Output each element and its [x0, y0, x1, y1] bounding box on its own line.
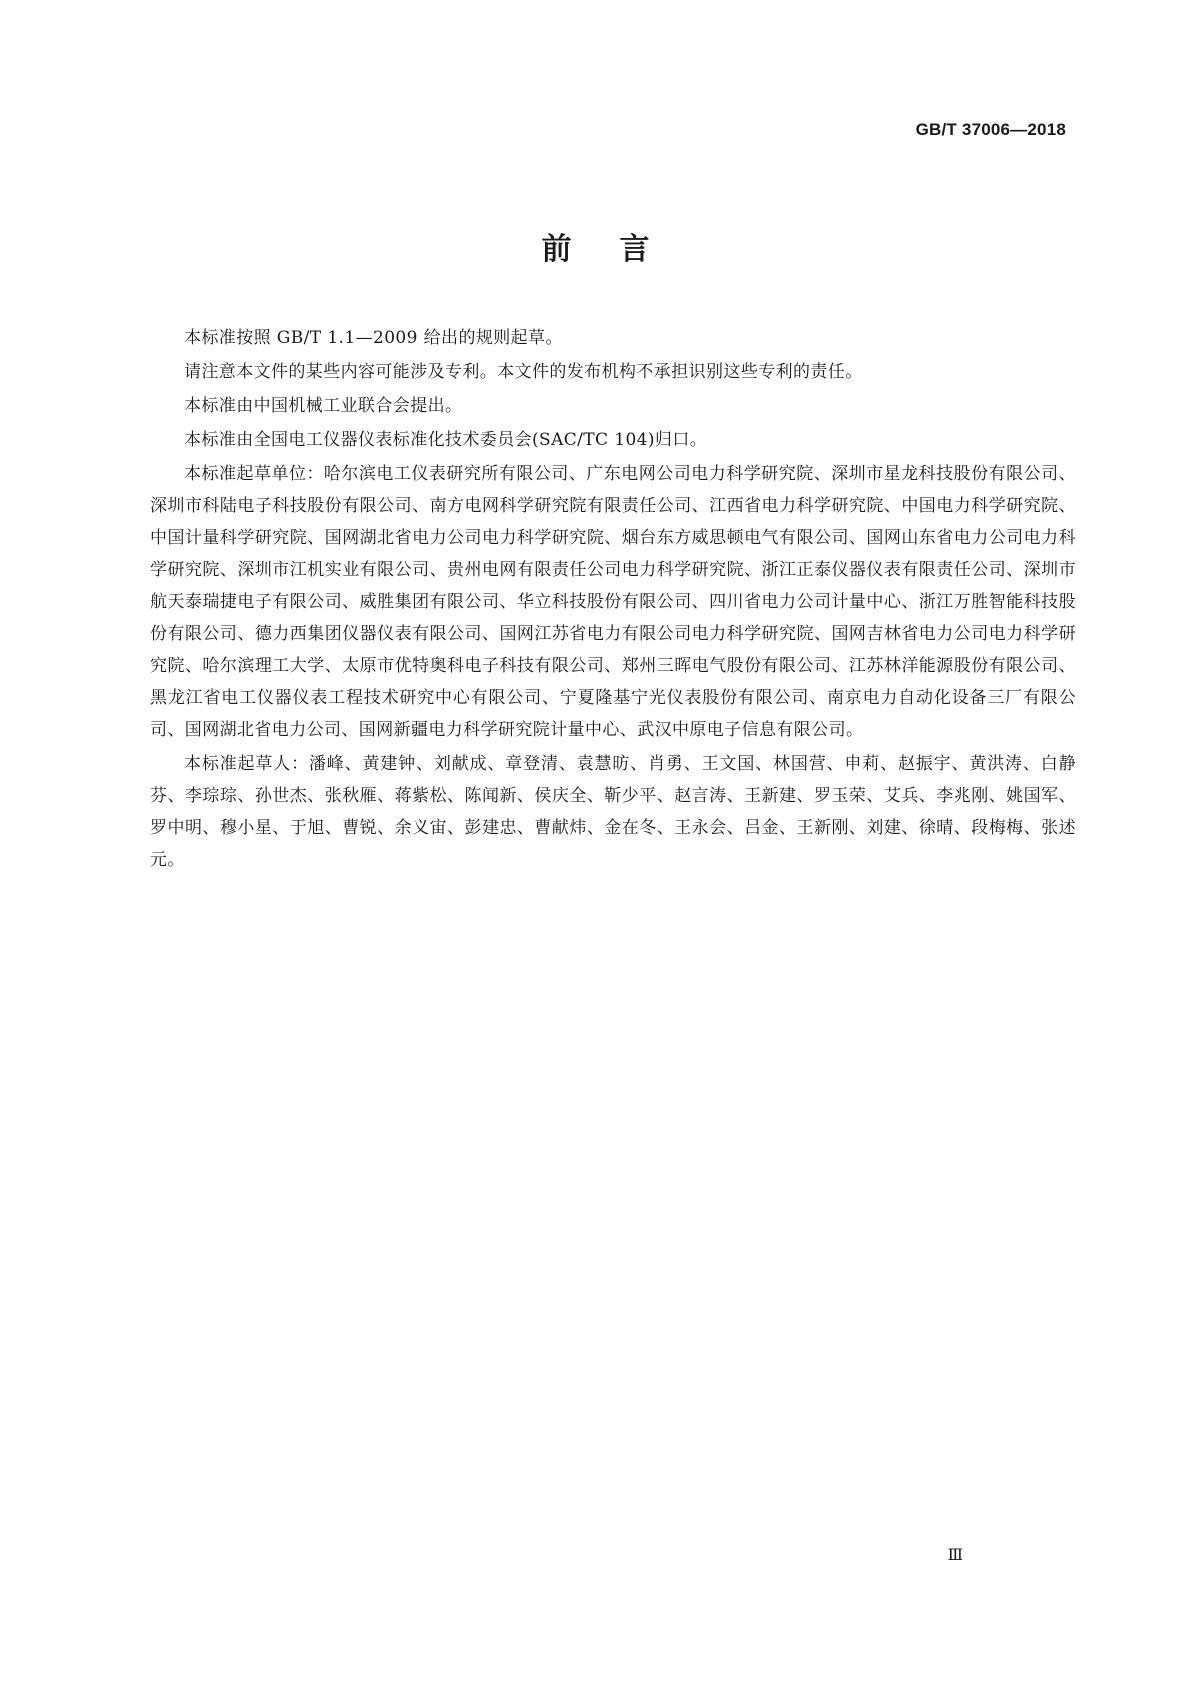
document-body [150, 322, 1076, 878]
paragraph-centralized-management: 本标准由全国电工仪器仪表标准化技术委员会(SAC/TC 104)归口。 [184, 430, 708, 450]
standard-code: GB/T 37006—2018 [915, 120, 1066, 139]
paragraph-patent-notice: 请注意本文件的某些内容可能涉及专利。本文件的发布机构不承担识别这些专利的责任。 [184, 362, 863, 382]
paragraph-proposer: 本标准由中国机械工业联合会提出。 [184, 396, 463, 416]
paragraph-drafting-organizations: 本标准起草单位：哈尔滨电工仪表研究所有限公司、广东电网公司电力科学研究院、深圳市星龙科技股份有限公司、深圳市科陆电子科技股份有限公司、南方电网科学研究院有限责任公司、江西省电力科学研究院、中国电力科学研究院、中国计量科学研究院、国网湖北省电力公司电力科学研究院、烟台东方威思顿电气有限公司、国网山东省电力公司电力科学研究院、深圳市江机实业有限公司、贵州电网有限责任公司电力科学研究院、浙江正泰仪器仪表有限责任公司、深圳市航天泰瑞捷电子有限公司、威胜集团有限公司、华立科技股份有限公司、四川省电力公司计量中心、浙江万胜智能科技股份有限公司、德力西集团仪器仪表有限公司、国网江苏省电力有限公司电力科学研究院、国网吉林省电力公司电力科学研究院、哈尔滨理工大学、太原市优特奥科电子科技有限公司、郑州三晖电气股份有限公司、江苏林洋能源股份有限公司、黑龙江省电工仪器仪表工程技术研究中心有限公司、宁夏隆基宁光仪表股份有限公司、南京电力自动化设备三厂有限公司、国网湖北省电力公司、国网新疆电力科学研究院计量中心、武汉中原电子信息有限公司。 [150, 464, 1076, 740]
paragraph-drafting-rules: 本标准按照 GB/T 1.1—2009 给出的规则起草。 [184, 328, 563, 348]
paragraph-drafters: 本标准起草人：潘峰、黄建钟、刘献成、章登清、袁慧昉、肖勇、王文国、林国营、申莉、赵振宇、黄洪涛、白静芬、李琮琮、孙世杰、张秋雁、蒋紫松、陈闻新、侯庆全、靳少平、赵言涛、王新建、罗玉荣、艾兵、李兆刚、姚国军、罗中明、穆小星、于旭、曹锐、余义宙、彭建忠、曹献炜、金在冬、王永会、吕金、王新刚、刘建、徐晴、段梅梅、张述元。 [150, 754, 1076, 870]
page-title: 前言 [541, 232, 698, 267]
page-number: Ⅲ [947, 1545, 963, 1564]
